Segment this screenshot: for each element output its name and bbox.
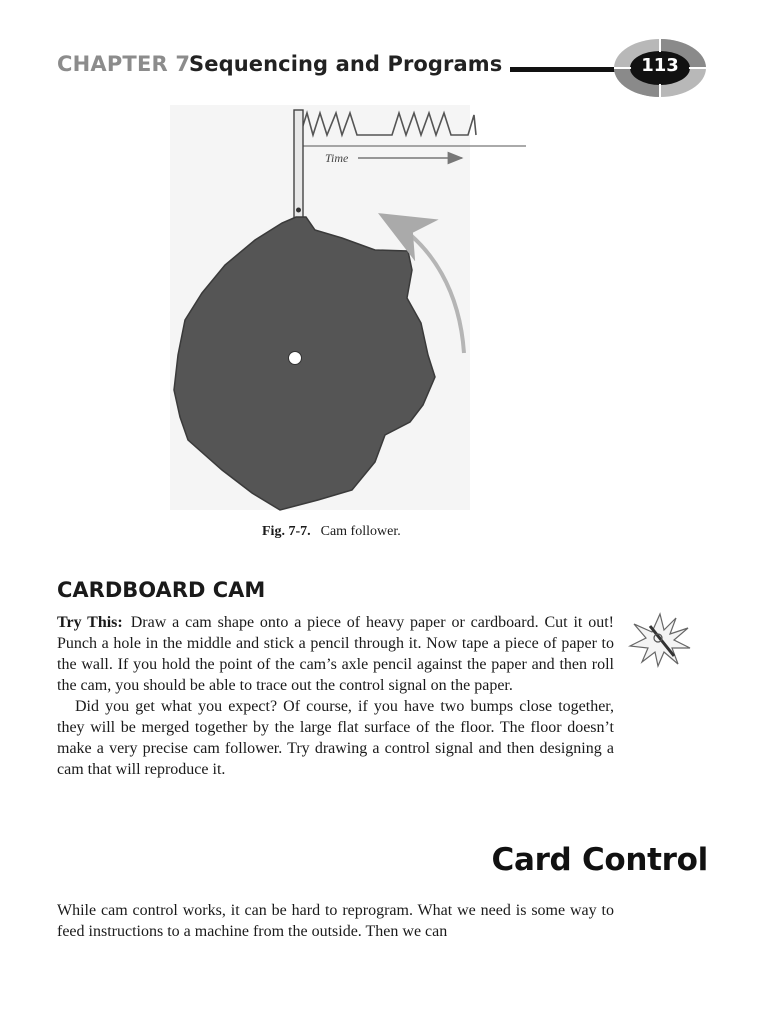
- section-heading-card-control: Card Control: [491, 842, 708, 878]
- try-this-text: Draw a cam shape onto a piece of heavy paper or cardboard. Cut it out! Punch a hole in the middle and stick a pencil through it. Now tape a piece of paper to the wall. If you hold the point of the cam’s axle pencil against the paper and then roll the cam, you should be able to trace out the control signal on the paper.: [57, 614, 614, 694]
- chapter-label: CHAPTER 7: [57, 52, 191, 76]
- figure-caption-text: Cam follower.: [320, 524, 401, 539]
- try-this-label: Try This:: [57, 614, 123, 631]
- cam-follower-figure: [170, 105, 530, 515]
- chapter-title: Sequencing and Programs: [189, 52, 503, 76]
- page-number: 113: [641, 55, 679, 76]
- time-axis-label: Time: [325, 151, 349, 165]
- paragraph-card-control: While cam control works, it can be hard to reprogram. What we need is some way to feed instructions to a machine from the outside. Then we can: [57, 902, 614, 940]
- figure-caption: [262, 524, 401, 540]
- card-control-block: [57, 900, 614, 942]
- figure-caption-label: Fig. 7-7.: [262, 524, 311, 539]
- paragraph-did-you-get: Did you get what you expect? Of course, if you have two bumps close together, they will be merged together by the large flat surface of the floor. The floor doesn’t make a very precise cam follower. Try drawing a control signal and then designing a cam that will reproduce it.: [57, 698, 614, 778]
- try-this-starburst-icon: [628, 612, 692, 668]
- section-heading-cardboard-cam: CARDBOARD CAM: [57, 578, 266, 602]
- try-this-block: [57, 612, 614, 780]
